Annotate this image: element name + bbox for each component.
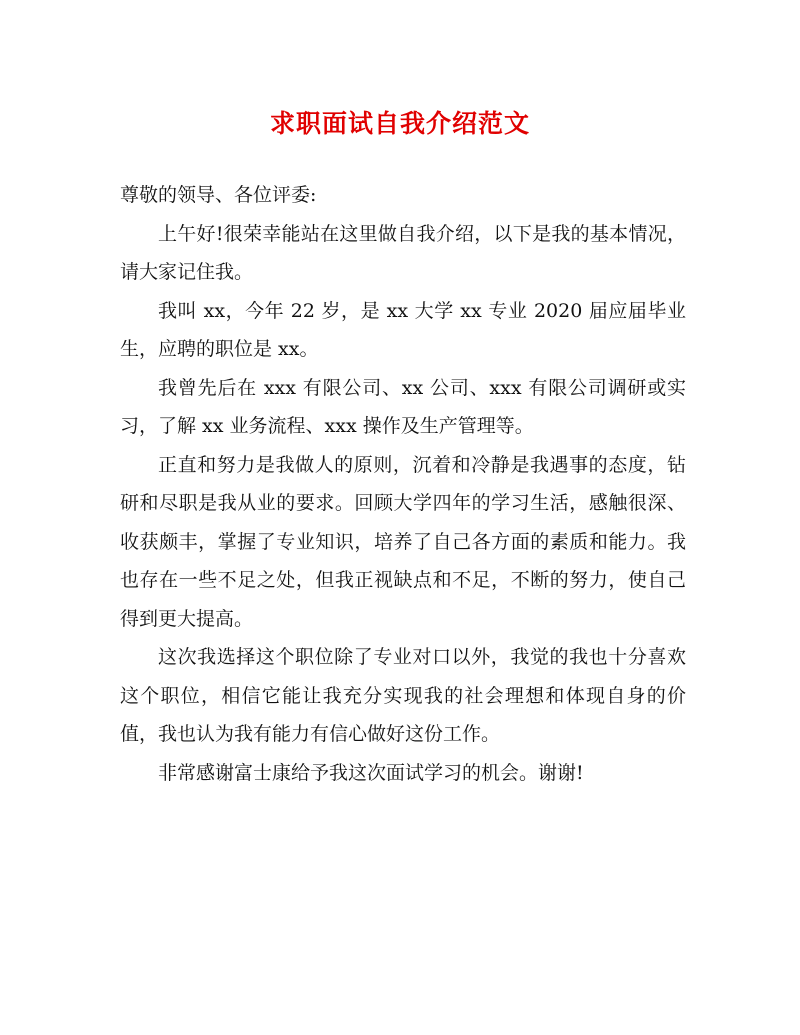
document-body (120, 176, 686, 792)
paragraph-greeting: 上午好!很荣幸能站在这里做自我介绍，以下是我的基本情况，请大家记住我。 (120, 222, 686, 283)
paragraph-thanks: 非常感谢富士康给予我这次面试学习的机会。谢谢! (158, 761, 584, 784)
paragraph-character: 正直和努力是我做人的原则，沉着和冷静是我遇事的态度，钻研和尽职是我从业的要求。回顾大学四年的学习生活，感触很深、收获颇丰，掌握了专业知识，培养了自己各方面的素质和能力。我也存在一些不足之处，但我正视缺点和不足，不断的努力，使自己得到更大提高。 (120, 453, 686, 630)
salutation: 尊敬的领导、各位评委: (120, 184, 317, 206)
paragraph-motivation: 这次我选择这个职位除了专业对口以外，我觉的我也十分喜欢这个职位，相信它能让我充分实现我的社会理想和体现自身的价值，我也认为我有能力有信心做好这份工作。 (120, 646, 686, 745)
page-title: 求职面试自我介绍范文 (269, 109, 530, 138)
paragraph-personal-info: 我叫 xx，今年 22 岁，是 xx 大学 xx 专业 2020 届应届毕业生，应聘的职位是 xx。 (120, 299, 686, 360)
paragraph-experience: 我曾先后在 xxx 有限公司、xx 公司、xxx 有限公司调研或实习，了解 xx 业务流程、xxx 操作及生产管理等。 (120, 376, 686, 437)
